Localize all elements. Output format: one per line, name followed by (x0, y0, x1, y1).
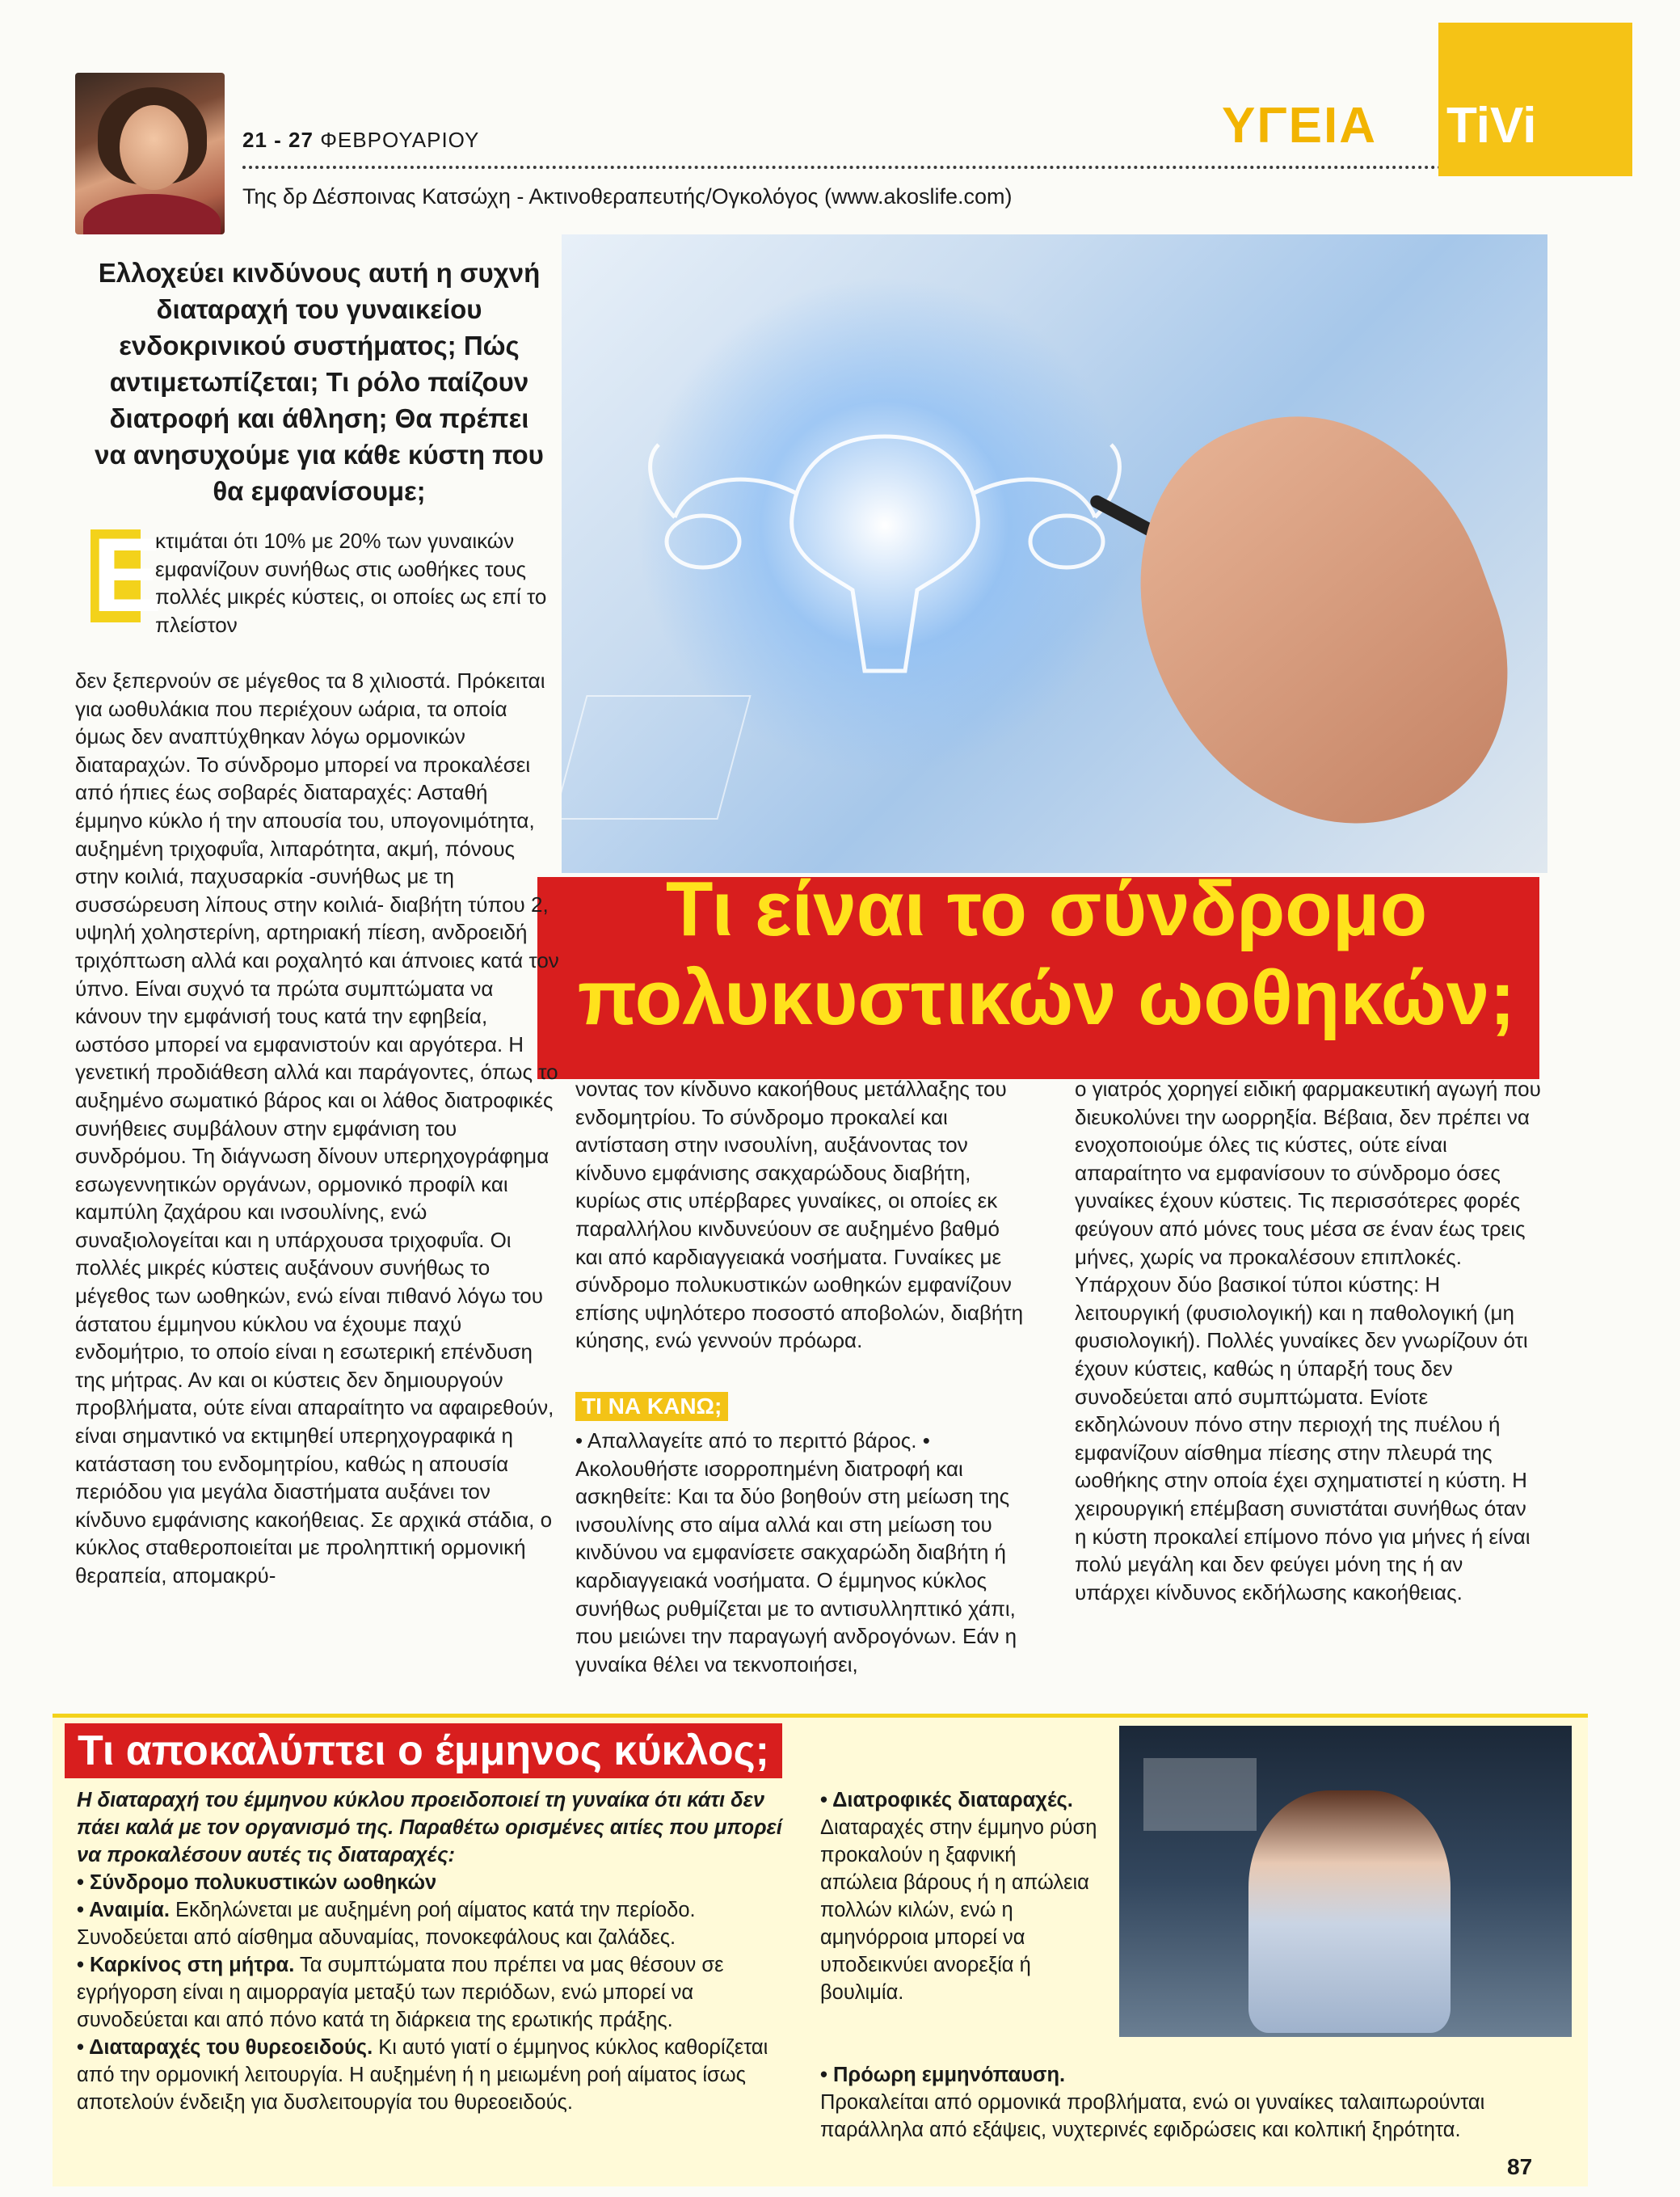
issue-date-month: ΦΕΒΡΟΥΑΡΙΟΥ (320, 128, 480, 152)
author-shoulders (83, 194, 221, 234)
cause-anemia-title: • Αναιμία. (77, 1899, 170, 1921)
hand (1090, 367, 1547, 873)
cause-thyroid-text: Κι αυτό γιατί ο έμμηνος κύκλος καθορίζεται από την ορμονική λειτουργία. Η αυξημένη ή η μειωμένη ροή αίματος ίσως αποτελούν ένδειξη για δυσλειτουργία του θυρεοειδούς. (77, 2036, 768, 2114)
column-2: νοντας τον κίνδυνο κακοήθους μετάλλαξης του ενδομητρίου. Το σύνδρομο προκαλεί και αντίσταση στην ινσουλίνη, αυξάνοντας τον κίνδυνο εμφάνισης σακχαρώδους διαβήτη, κυρίως στις υπέρβαρες γυναίκες, οι οποίες εκ παραλλήλου κινδυνεύουν σε αυξημένο βαθμό και από καρδιαγγειακά νοσήματα. Γυναίκες με σύνδρομο πολυκυστικών ωοθηκών εμφανίζουν επίσης υψηλότερο ποσοστό αποβολών, διαβήτη κύησης, ενώ γεννούν πρόωρα. (575, 1077, 1024, 1353)
cause-uterine-cancer-title: • Καρκίνος στη μήτρα. (77, 1954, 295, 1976)
cause-eating-disorders-title: • Διατροφικές διαταραχές. (820, 1789, 1073, 1811)
column-1-lead: κτιμάται ότι 10% με 20% των γυναικών εμφανίζουν συνήθως στις ωοθήκες τους πολλές μικρές κύστεις, οι οποίες ως επί το πλείστον (155, 529, 547, 637)
hero-image (562, 234, 1547, 873)
uterus-illustration (626, 251, 1143, 768)
header-divider (242, 166, 1475, 169)
author-face (120, 105, 188, 190)
sidebar-column-1 (77, 1786, 804, 2116)
woman-in-pain-photo (1119, 1726, 1572, 2037)
hex-graphic (562, 695, 752, 820)
cause-anemia-text: Εκδηλώνεται με αυξημένη ροή αίματος κατά την περίοδο. Συνοδεύεται από αίσθημα αδυναμίας, πονοκεφάλους και ζαλάδες. (77, 1899, 696, 1949)
cause-early-menopause-title: • Πρόωρη εμμηνόπαυση. (820, 2064, 1066, 2086)
sidebar-column-3 (820, 2061, 1515, 2144)
column-1: δεν ξεπερνούν σε μέγεθος τα 8 χιλιοστά. Πρόκειται για ωοθυλάκια που περιέχουν ωάρια, τα οποία όμως δεν αναπτύχθηκαν λόγω ορμονικών διαταραχών. Το σύνδρομο μπορεί να προκαλέσει από ήπιες έως σοβαρές διαταραχές: Ασταθή έμμηνο κύκλο ή την απουσία του, υπογονιμότητα, αυξημένη τριχοφυΐα, λιπαρότητα, ακμή, πόνους στην κοιλιά, παχυσαρκία -συνήθως με τη συσσώρευση λίπους στην κοιλιά- διαβήτη τύπου 2, υψηλή χοληστερίνη, αρτηριακή πίεση, ανδροειδή τριχόπτωση αλλά και ροχαλητό και άπνοιες κατά τον ύπνο. Είναι συχνό τα πρώτα συμπτώματα να κάνουν την εμφάνισή τους κατά την εφηβεία, ωστόσο μπορεί να εμφανιστούν και αργότερα. Η γενετική προδιάθεση αλλά και παράγοντες, όπως το αυξημένο σωματικό βάρος και οι λάθος διατροφικές συνήθειες συμβάλουν στην εμφάνιση του συνδρόμου. Τη διάγνωση δίνουν υπερηχογράφημα εσωγεννητικών οργάνων, ορμονικό προφίλ και καμπύλη ζαχάρου και ινσουλίνης, ενώ συναξιολογείται και η υπάρχουσα τριχοφυΐα. Οι πολλές μικρές κύστεις αυξάνουν συνήθως το μέγεθος των ωοθηκών, ενώ είναι πιθανό λόγω του άστατου έμμηνου κύκλου να έχουμε παχύ ενδομήτριο, το οποίο είναι η εσωτερική επένδυση της μήτρας. Αν και οι κύστεις δεν δημιουργούν προβλήματα, ούτε είναι απαραίτητο να αφαιρεθούν, είναι σημαντικό να εκτιμηθεί υπερηχογραφικά η κατάσταση του ενδομητρίου, καθώς η απουσία περιόδου για μεγάλα διαστήματα αυξάνει τον κίνδυνο εμφάνισης κακοήθειας. Σε αρχικά στάδια, ο κύκλος σταθεροποιείται με προληπτική ορμονική θεραπεία, απομακρύ- (75, 668, 559, 1588)
magazine-brand: TiVi (1446, 98, 1537, 154)
drop-cap (91, 516, 162, 634)
page-number: 87 (1507, 2154, 1533, 2179)
cause-uterine-cancer-text: Τα συμπτώματα που πρέπει να μας θέσουν σε εγρήγορση είναι η αιμορραγία μεταξύ των περιόδων, ενώ μπορεί να συνοδεύεται και από πόνο κατά τη διάρκεια της ερωτικής πράξης. (77, 1954, 724, 2031)
cause-early-menopause-text: Προκαλείται από ορμονικά προβλήματα, ενώ οι γυναίκες ταλαιπωρούνται παράλληλα από εξάψεις, νυχτερινές εφιδρώσεις και κολπική ξηρότητα. (820, 2091, 1485, 2141)
cause-eating-disorders-text: Διαταραχές στην έμμηνο ρύση προκαλούν η ξαφνική απώλεια βάρους ή η απώλεια πολλών κιλών, ενώ η αμηνόρροια μπορεί να υποδεικνύει ανορεξία ή βουλιμία. (820, 1816, 1097, 2004)
woman-figure (1248, 1790, 1451, 2033)
sidebar-lead: Η διαταραχή του έμμηνου κύκλου προειδοποιεί τη γυναίκα ότι κάτι δεν πάει καλά με τον οργανισμό της. Παραθέτω ορισμένες αιτίες που μπορεί να προκαλέσουν αυτές τις διαταραχές: (77, 1789, 782, 1866)
sidebar-title: Τι αποκαλύπτει ο έμμηνος κύκλος; (65, 1723, 782, 1778)
sidebar-column-2 (820, 1786, 1099, 2006)
issue-date (242, 128, 479, 153)
section-label: ΥΓΕΙΑ (1222, 98, 1377, 154)
cause-pcos: • Σύνδρομο πολυκυστικών ωοθηκών (77, 1871, 437, 1894)
tips-list: • Απαλλαγείτε από το περιττό βάρος. • Ακολουθήστε ισορροπημένη διατροφή και ασκηθείτε: Και τα δύο βοηθούν στη μείωση της ινσουλίνης στο αίμα αλλά και στη μείωση του κινδύνου να εμφανίσετε σακχαρώδη διαβήτη ή καρδιαγγειακά νοσήματα. Ο έμμηνος κύκλος συνήθως ρυθμίζεται με το αντισυλληπτικό χάπι, που μειώνει την παραγωγή ανδρογόνων. Εάν η γυναίκα θέλει να τεκνοποιήσει, (575, 1428, 1017, 1676)
window-light (1143, 1758, 1257, 1831)
drop-cap-letter: Ε (92, 516, 162, 634)
author-photo (75, 73, 225, 234)
author-byline: Της δρ Δέσποινας Κατσώχη - Ακτινοθεραπευτής/Ογκολόγος (www.akoslife.com) (242, 184, 1013, 209)
article-intro: Ελλοχεύει κινδύνους αυτή η συχνή διαταραχή του γυναικείου ενδοκρινικού συστήματος; Πώς αντιμετωπίζεται; Τι ρόλο παίζουν διατροφή και άθληση; Θα πρέπει να ανησυχούμε για κάθε κύστη που θα εμφανίσουμε; (95, 258, 544, 506)
column-3: ο γιατρός χορηγεί ειδική φαρμακευτική αγωγή που διευκολύνει την ωορρηξία. Βέβαια, δεν πρέπει να ενοχοποιούμε όλες τις κύστες, ούτε είναι απαραίτητο να εμφανίσουν το σύνδρομο όσες γυναίκες έχουν κύστεις. Τις περισσότερες φορές φεύγουν από μόνες τους μέσα σε έναν έως τρεις μήνες, χωρίς να προκαλέσουν επιπλοκές. Υπάρχουν δύο βασικοί τύποι κύστης: Η λειτουργική (φυσιολογική) και η παθολογική (μη φυσιολογική). Πολλές γυναίκες δεν γνωρίζουν ότι έχουν κύστεις, καθώς η ύπαρξή τους δεν συνοδεύεται από συμπτώματα. Ενίοτε εκδηλώνουν πόνο στην περιοχή της πυέλου ή εμφανίζουν αίσθημα πίεσης στην πλευρά της ωοθήκης στην οποία έχει σχηματιστεί η κύστη. Η χειρουργική επέμβαση συνιστάται συνήθως όταν η κύστη προκαλεί επίμονο πόνο για μήνες ή είναι πολύ μεγάλη και δεν φεύγει μόνη της ή αν υπάρχει κίνδυνος εκδήλωσης κακοήθειας. (1075, 1077, 1541, 1605)
tips-heading: ΤΙ ΝΑ ΚΑΝΩ; (575, 1392, 728, 1421)
article-title: Τι είναι το σύνδρομο πολυκυστικών ωοθηκών; (577, 866, 1516, 1041)
issue-date-range: 21 - 27 (242, 128, 314, 152)
cause-thyroid-title: • Διαταραχές του θυρεοειδούς. (77, 2036, 373, 2059)
